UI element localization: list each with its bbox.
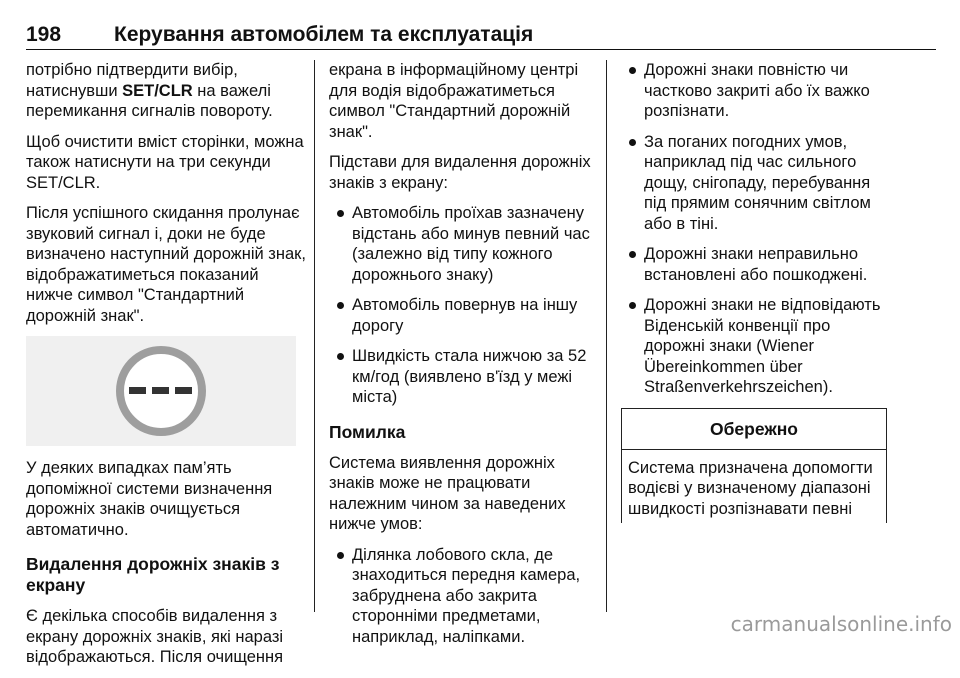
column-3 [621,60,887,523]
list-item: Дорожні знаки повністю чи частково закриті або їх важко розпізнати. [621,60,887,122]
list-item: Швидкість стала нижчою за 52 км/год (виявлено в'їзд у межі міста) [329,346,599,408]
paragraph-reset: Після успішного скидання пролунає звуковий сигнал і, доки не буде визначено наступний дорожній знак, відображатиметься показаний нижче символ "Стандартний дорожній знак". [26,204,306,325]
list-item: Автомобіль повернув на іншу дорогу [329,295,599,336]
header-rule [26,49,936,50]
heading-removal: Видалення дорожніх знаків з екрану [26,554,280,595]
standard-road-sign-icon [106,341,216,441]
warning-text: Система призначена допомогти водієві у визначеному діапазоні швидкості розпізнавати певні [628,458,873,518]
warning-title: Обережно [622,409,886,450]
paragraph-reasons: Підстави для видалення дорожніх знаків з екрану: [329,153,591,192]
key-set-clr: SET/CLR [122,81,193,100]
chapter-title: Керування автомобілем та експлуатація [114,23,534,46]
list-item: За поганих погодних умов, наприклад під час сильного дощу, снігопаду, перебування під прямим сонячним світлом або в тіні. [621,132,887,235]
paragraph-auto-clear: У деяких випадках пам’ять допоміжної системи визначення дорожніх знаків очищується автоматично. [26,459,273,539]
error-conditions-list [329,545,599,648]
standard-road-sign-figure [26,336,296,446]
warning-box [621,408,887,524]
page-number: 198 [26,23,62,46]
list-item: Дорожні знаки неправильно встановлені або пошкоджені. [621,244,887,285]
list-item: Ділянка лобового скла, де знаходиться передня камера, забруднена або закрита сторонніми предметами, наприклад, наліпками. [329,545,599,648]
column-divider-2 [606,60,607,612]
paragraph-symbol: екрана в інформаційному центрі для водія відображатиметься символ "Стандартний дорожній знак". [329,61,579,141]
list-item: Дорожні знаки не відповідають Віденській конвенції про дорожні знаки (Wiener Übereinkommen über Straßenverkehrszeichen). [621,295,887,398]
column-1 [26,60,308,678]
list-item: Автомобіль проїхав зазначену відстань або минув певний час (залежно від типу кожного дорожнього знаку) [329,203,599,285]
paragraph-clear-page: Щоб очистити вміст сторінки, можна також натиснути на три секунди SET/CLR. [26,132,304,192]
reasons-list [329,203,599,408]
page-header [26,22,936,48]
paragraph-removal: Є декілька способів видалення з екрану дорожніх знаків, які наразі відображаються. Після очищення [26,607,284,666]
column-divider-1 [314,60,315,612]
paragraph-confirm: потрібно підтвердити вибір, натиснувши SET/CLR на важелі перемикання сигналів повороту. [26,61,273,120]
heading-error: Помилка [329,421,406,442]
conditions-list [621,60,887,398]
paragraph-error: Система виявлення дорожніх знаків може не працювати належним чином за наведених нижче умов: [329,453,566,533]
watermark: carmanualsonline.info [730,612,952,636]
column-2 [329,60,599,657]
